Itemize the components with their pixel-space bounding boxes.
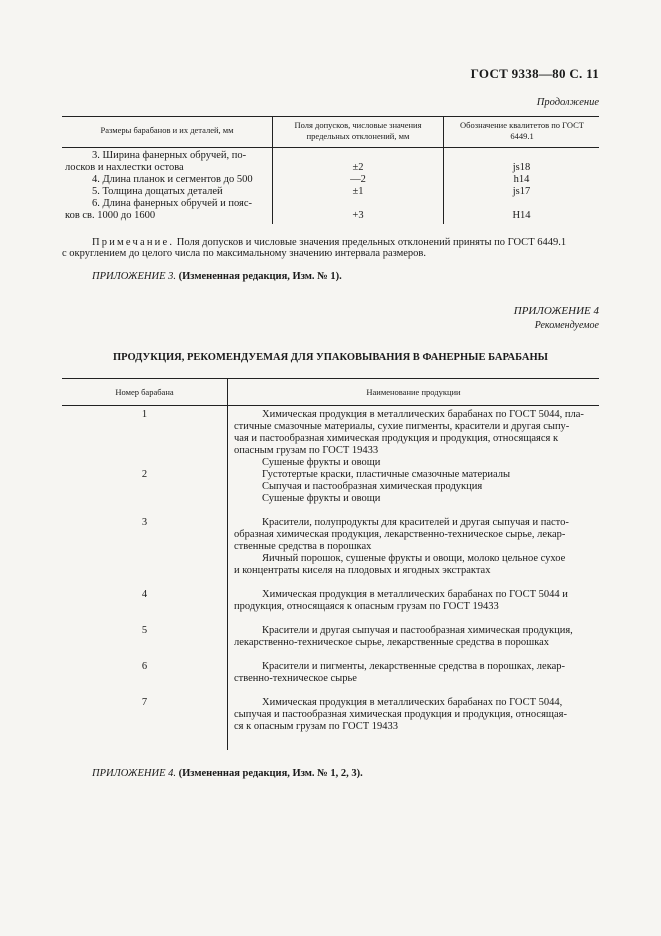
table2-col-number: Номер барабана	[115, 387, 174, 397]
table1-top-rule	[62, 116, 599, 117]
table2-col-divider	[227, 378, 228, 750]
tolerance-value: —2	[350, 174, 366, 185]
drum-number: 4	[141, 589, 148, 600]
table-row: Красители и пигменты, лекарственные средства в порошках, лекар- ственно-техническое сырье	[234, 661, 566, 684]
table1-header-rule	[62, 147, 599, 148]
grade-value: h14	[513, 174, 530, 185]
page-title: ПРОДУКЦИЯ, РЕКОМЕНДУЕМАЯ ДЛЯ УПАКОВЫВАНИЯ В ФАНЕРНЫЕ БАРАБАНЫ	[113, 352, 548, 363]
table-row: Красители, полупродукты для красителей и другая сыпучая и пасто- образная химическая продукция, лекарственно-техническое сырье, лекар- ственные средства в порошках Яичный порошок, сушеные фрукты и овощи, молоко цельное сухое и концентраты киселя на плодовых и ягодных экстрактах	[234, 517, 569, 576]
table-row: 4. Длина планок и сегментов до 500	[92, 174, 253, 185]
table-row: 6. Длина фанерных обручей и пояс-	[92, 198, 253, 209]
table-row: 3. Ширина фанерных обручей, по-	[92, 150, 247, 161]
tolerance-value: ±1	[352, 186, 364, 197]
tolerance-value: +3	[352, 210, 364, 221]
table-row-cont: ков св. 1000 до 1600	[65, 210, 156, 221]
appendix4-edit-note	[92, 768, 363, 779]
drum-number: 6	[141, 661, 148, 672]
table-row: Химическая продукция в металлических барабанах по ГОСТ 5044, сыпучая и пастообразная химическая продукция и продукция, относящая- ся к опасным грузам по ГОСТ 19433	[234, 697, 567, 732]
note-label: Примечание.	[92, 237, 175, 248]
table-row-cont: лосков и нахлестки остова	[65, 162, 184, 173]
appendix4-status: Рекомендуемое	[534, 320, 599, 331]
table-row: 5. Толщина дощатых деталей	[92, 186, 223, 197]
drum-number: 3	[141, 517, 148, 528]
tolerance-value: ±2	[352, 162, 364, 173]
table1-col-sizes: Размеры барабанов и их деталей, мм	[100, 125, 234, 135]
grade-value: js17	[512, 186, 531, 197]
note-text: Поля допусков и числовые значения предельных отклонений приняты по ГОСТ 6449.1	[176, 237, 567, 248]
table-row: Химическая продукция в металлических барабанах по ГОСТ 5044 и продукция, относящаяся к опасным грузам по ГОСТ 19433	[234, 589, 568, 612]
table2-top-rule	[62, 378, 599, 379]
drum-number: 7	[141, 697, 148, 708]
appendix4-title: ПРИЛОЖЕНИЕ 4	[513, 305, 599, 317]
continuation-label: Продолжение	[536, 97, 599, 108]
grade-value: H14	[512, 210, 531, 221]
table1-col-grades: Обозначение квалитетов по ГОСТ 6449.1	[460, 120, 584, 141]
grade-value: js18	[512, 162, 531, 173]
drum-number: 2	[141, 469, 148, 480]
note-line-2: с округлением до целого числа по максимальному значению интервала размеров.	[62, 248, 427, 259]
table-row: Химическая продукция в металлических барабанах по ГОСТ 5044, пла- стичные смазочные материалы, сухие пигменты, красители и другая сыпу- чая и пастообразная химическая продукция и продукция, относящаяся к опасным грузам по ГОСТ 19433 Сушеные фрукты и овощи	[234, 409, 584, 468]
appendix3-edit-note	[92, 271, 342, 282]
appendix3-label: ПРИЛОЖЕНИЕ 3.	[92, 271, 176, 282]
appendix4-label: ПРИЛОЖЕНИЕ 4.	[92, 768, 176, 779]
drum-number: 5	[141, 625, 148, 636]
drum-number: 1	[141, 409, 148, 420]
appendix4-edit-text: (Измененная редакция, Изм. № 1, 2, 3).	[178, 768, 363, 779]
table2-col-products: Наименование продукции	[366, 387, 461, 397]
page-header-code: ГОСТ 9338—80 С. 11	[470, 66, 599, 81]
table-row: Густотертые краски, пластичные смазочные материалы Сыпучая и пастообразная химическая продукция Сушеные фрукты и овощи	[262, 469, 511, 504]
table2-header-rule	[62, 405, 599, 406]
appendix3-edit-text: (Измененная редакция, Изм. № 1).	[178, 271, 342, 282]
table1-col-tolerances: Поля допусков, числовые значения предельных отклонений, мм	[294, 120, 422, 141]
table-row: Красители и другая сыпучая и пастообразная химическая продукция, лекарственно-техническое сырье, лекарственные средства в порошках	[234, 625, 573, 648]
